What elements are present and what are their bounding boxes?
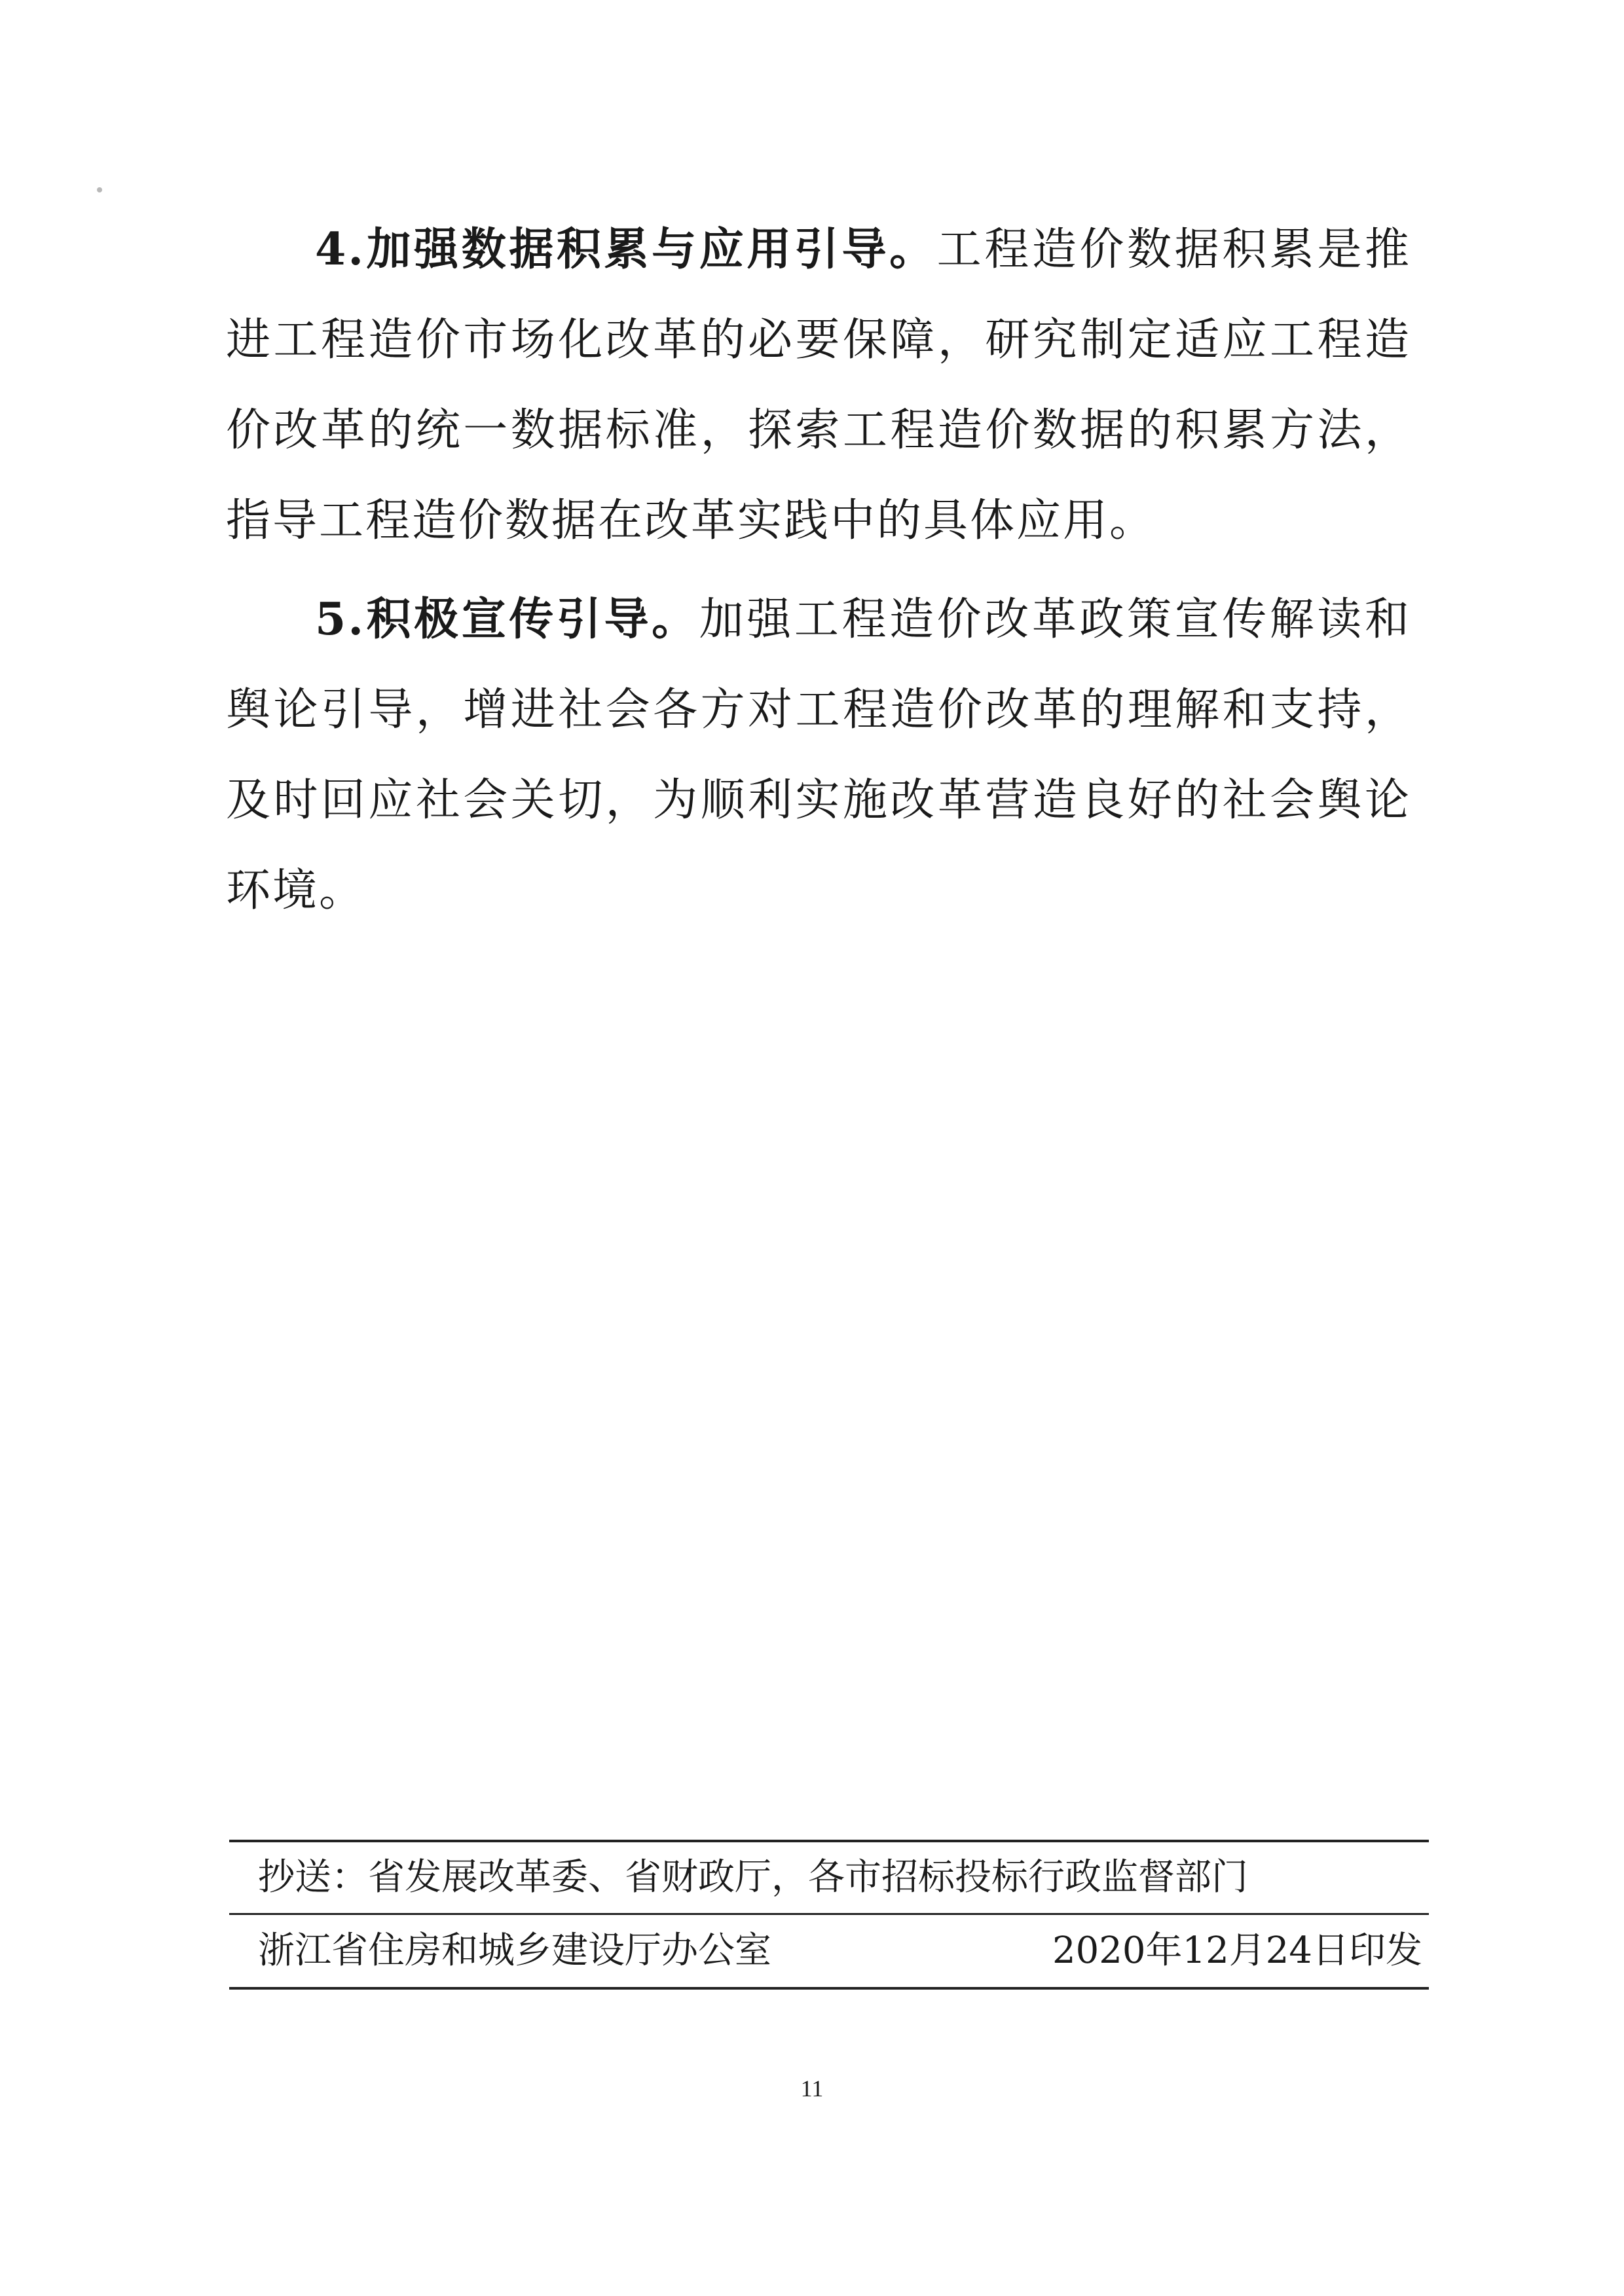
paragraph-body: 加强工程造价改革政策宣传解读和舆论引导，增进社会各方对工程造价改革的理解和支持，及时回应社会关切，为顺利实施改革营造良好的社会舆论环境。	[226, 594, 1411, 917]
issuer-name: 浙江省住房和城乡建设厅办公室	[258, 1929, 771, 1972]
scan-speck	[97, 187, 102, 192]
paragraph-body: 工程造价数据积累是推进工程造价市场化改革的必要保障，研究制定适应工程造价改革的统一数据标准，探索工程造价数据的积累方法，指导工程造价数据在改革实践中的具体应用。	[226, 224, 1411, 547]
paragraph-publicity	[226, 574, 1411, 936]
issuer-line	[229, 1915, 1429, 1987]
paragraph-heading: 4.加强数据积累与应用引导。	[315, 223, 937, 276]
distribution-footer	[229, 1840, 1429, 1990]
body-text	[226, 204, 1411, 944]
page-number: 11	[800, 2075, 824, 2102]
paragraph-heading: 5.积极宣传引导。	[315, 593, 699, 646]
issue-date: 2020年12月24日印发	[1052, 1929, 1422, 1972]
cc-line: 抄送：省发展改革委、省财政厅，各市招标投标行政监督部门	[258, 1856, 1248, 1899]
bottom-rule	[229, 1987, 1429, 1990]
paragraph-data-accumulation	[226, 204, 1411, 566]
